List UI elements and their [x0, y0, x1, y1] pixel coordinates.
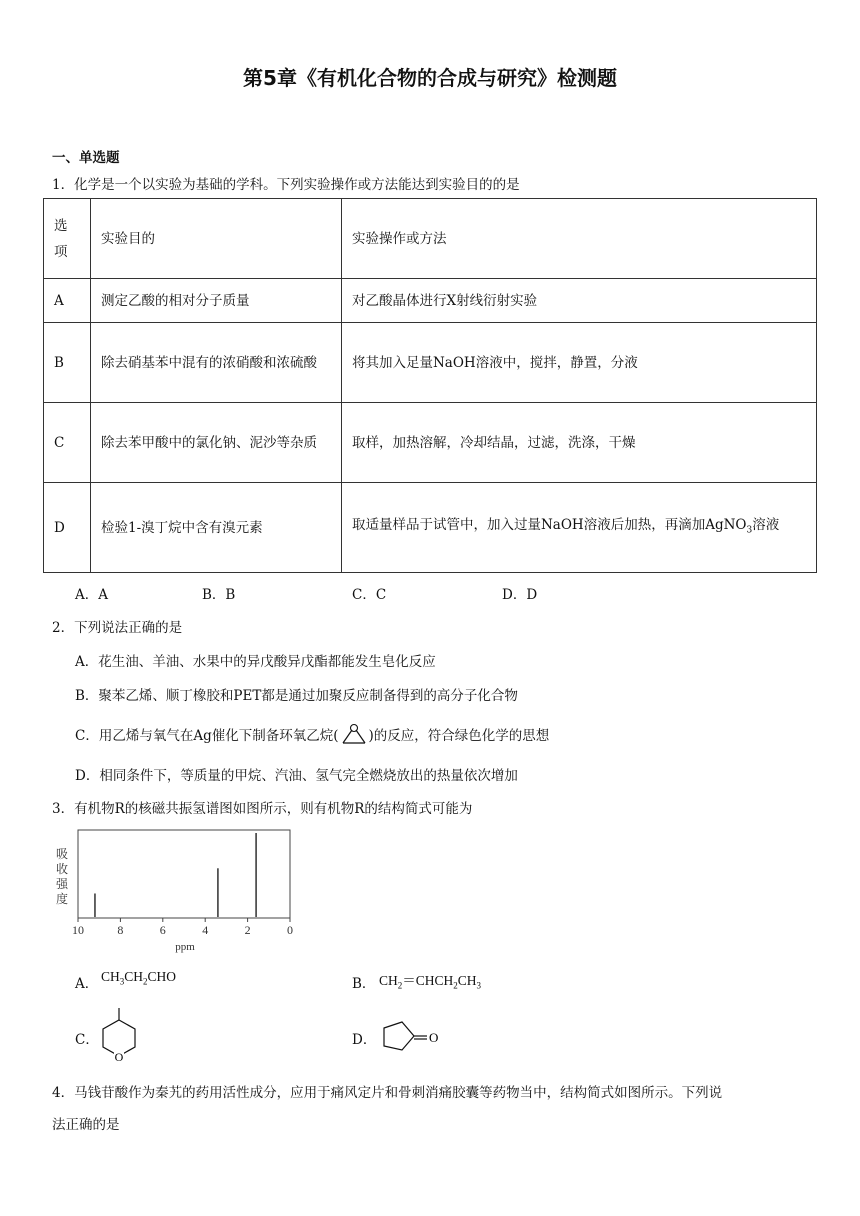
cell-purpose: 除去苯甲酸中的氯化钠、泥沙等杂质 [91, 403, 342, 483]
cell-method: 对乙酸晶体进行X射线衍射实验 [342, 279, 817, 323]
table-row [44, 279, 817, 323]
q2-option-a: A．花生油、羊油、水果中的异戊酸异戊酯都能发生皂化反应 [75, 654, 436, 670]
q3-stem: 3．有机物R的核磁共振氢谱图如图所示，则有机物R的结构简式可能为 [52, 801, 473, 817]
epoxide-structure-icon [339, 723, 369, 745]
methyl-oxane-structure-icon [97, 1004, 147, 1068]
header-method: 实验操作或方法 [342, 199, 817, 279]
q1-option-b: B．B [202, 587, 236, 603]
cell-purpose: 除去硝基苯中混有的浓硝酸和浓硫酸 [91, 323, 342, 403]
document-title: 第5章《有机化合物的合成与研究》检测题 [243, 66, 617, 90]
cell-option: B [44, 323, 91, 403]
nmr-spectrum-chart [50, 826, 310, 956]
x-tick-label: 6 [159, 923, 166, 937]
table-header-row [44, 199, 817, 279]
header-purpose: 实验目的 [91, 199, 342, 279]
section-heading: 一、单选题 [52, 150, 120, 166]
cell-option: A [44, 279, 91, 323]
x-tick-label: 0 [287, 923, 293, 937]
plot-frame [78, 830, 290, 918]
x-axis-label: ppm [175, 941, 195, 953]
q2-option-d: D．相同条件下，等质量的甲烷、汽油、氢气完全燃烧放出的热量依次增加 [75, 768, 518, 784]
q4-stem-line2: 法正确的是 [52, 1117, 120, 1133]
q2-option-b: B．聚苯乙烯、顺丁橡胶和PET都是通过加聚反应制备得到的高分子化合物 [75, 688, 518, 704]
svg-text:O: O [429, 1030, 439, 1045]
q3-option-b-formula: $CH_2=CHCH_2CH_3$ [379, 973, 482, 991]
cyclopentanone-structure-icon [374, 1018, 446, 1058]
x-tick-label: 4 [202, 923, 209, 937]
table-row [44, 483, 817, 573]
table-row [44, 403, 817, 483]
q2-option-c: C．用乙烯与氧气在Ag催化下制备环氧乙烷( )的反应，符合绿色化学的思想 [75, 723, 549, 745]
table-row [44, 323, 817, 403]
q3-option-b-label: B． [352, 976, 376, 992]
q3-option-a-label: A． [75, 976, 99, 992]
x-tick-label: 2 [244, 923, 251, 937]
q1-table [43, 198, 817, 573]
q1-stem: 1．化学是一个以实验为基础的学科。下列实验操作或方法能达到实验目的的是 [52, 177, 520, 193]
cell-purpose: 检验1-溴丁烷中含有溴元素 [91, 483, 342, 573]
q3-option-d-label: D． [352, 1032, 377, 1048]
x-tick-label: 8 [117, 923, 124, 937]
q3-option-a-formula: $CH_3CH_2CHO$ [101, 969, 177, 987]
x-tick-label: 10 [72, 923, 84, 937]
y-axis-label: 吸收强度 [56, 847, 69, 906]
cell-option: D [44, 483, 91, 573]
q2-stem: 2．下列说法正确的是 [52, 620, 183, 636]
q3-option-c-label: C． [75, 1032, 99, 1048]
svg-text:O: O [114, 1050, 124, 1064]
cell-method: 将其加入足量NaOH溶液中，搅拌，静置，分液 [342, 323, 817, 403]
q1-option-d: D．D [502, 587, 538, 603]
cell-purpose: 测定乙酸的相对分子质量 [91, 279, 342, 323]
header-option: 选项 [44, 199, 91, 279]
cell-method: 取适量样品于试管中，加入过量NaOH溶液后加热，再滴加AgNO$_3$溶液 [342, 483, 817, 573]
cell-method: 取样，加热溶解，冷却结晶，过滤，洗涤，干燥 [342, 403, 817, 483]
q1-option-c: C．C [352, 587, 387, 603]
q4-stem-line1: 4．马钱苷酸作为秦艽的药用活性成分，应用于痛风定片和骨刺消痛胶囊等药物当中，结构简式如图所示。下列说 [52, 1085, 723, 1101]
cell-option: C [44, 403, 91, 483]
q1-option-a: A．A [75, 587, 108, 603]
